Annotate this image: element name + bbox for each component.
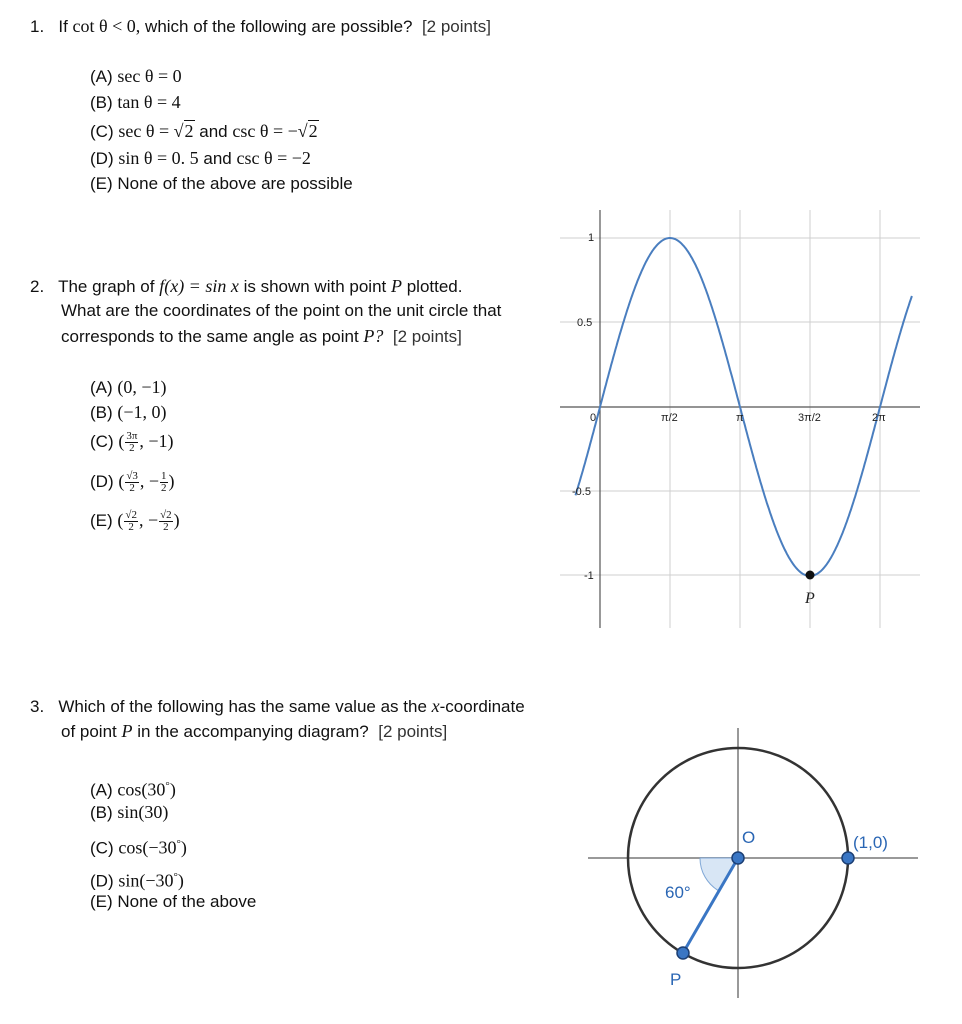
- q3-option-d-math: sin(−30: [118, 870, 174, 891]
- q3-option-b-math: sin(30): [117, 802, 169, 822]
- q1-option-d-math2: csc θ = −2: [236, 148, 311, 168]
- q3-line2-pre: of point: [61, 722, 117, 741]
- q3-line2-post: in the accompanying diagram?: [137, 722, 369, 741]
- x-tick-pi: π: [736, 412, 744, 424]
- q1-number: 1.: [30, 17, 45, 36]
- q1-option-e: [90, 173, 353, 195]
- q2-option-c-den: 2: [129, 442, 135, 455]
- q3-option-c: (C) cos(−30°): [90, 837, 187, 858]
- q2-option-e-num2: √2: [160, 509, 172, 522]
- q1-option-a-label: (A): [90, 67, 113, 86]
- q1-points: [2 points]: [421, 17, 491, 36]
- q2-option-e-den2: 2: [163, 521, 169, 534]
- q2-prompt-line1: [30, 275, 462, 298]
- q2-option-a-math: (0, −1): [117, 377, 167, 397]
- q1-option-d-math1: sin θ = 0. 5: [118, 148, 199, 168]
- q1-option-d-and: and: [203, 149, 232, 168]
- q3-option-a-math: cos(30: [117, 779, 166, 800]
- q2-line1-p: P: [390, 276, 402, 296]
- q2-option-b: [90, 401, 167, 424]
- q3-option-c-math: cos(−30: [118, 837, 177, 858]
- q3-option-c-deg: °: [176, 838, 181, 850]
- q2-line3-p: P?: [363, 326, 384, 346]
- q1-prompt-post: which of the following are possible?: [145, 17, 413, 36]
- q3-prompt-line1: [30, 695, 525, 718]
- q3-line1: Which of the following has the same value as the: [58, 697, 427, 716]
- q3-line1-math: x: [431, 696, 440, 716]
- q2-option-d: (D) ( $\frac{√3}{2}$ , − $\frac{1}{2}$ ): [90, 470, 175, 495]
- q3-option-c-label: (C): [90, 838, 114, 858]
- q1-option-c-radicand1: 2: [184, 121, 194, 141]
- q3-line2-p: P: [121, 721, 133, 741]
- q2-points: [2 points]: [392, 327, 462, 346]
- x-tick-2pi: 2π: [872, 412, 886, 424]
- uc-origin-point: [732, 852, 744, 864]
- uc-angle-label: 60°: [665, 883, 691, 902]
- q1-option-a: [90, 65, 182, 88]
- q3-points: [2 points]: [378, 722, 448, 741]
- uc-point-1-0: [842, 852, 854, 864]
- q3-option-d-deg: °: [173, 871, 178, 883]
- q2-option-c-num: 3π: [126, 430, 138, 443]
- x-tick-0: 0: [590, 412, 597, 424]
- q2-option-c-label: (C): [90, 432, 114, 451]
- q2-option-d-num1: √3: [126, 470, 138, 483]
- q2-option-c-rest: , −1): [139, 431, 174, 451]
- q1-option-e-text: None of the above are possible: [117, 174, 353, 193]
- q3-option-a: (A) cos(30°): [90, 779, 176, 800]
- q2-prompt-line2: What are the coordinates of the point on the unit circle that: [61, 301, 502, 320]
- q1-option-e-label: (E): [90, 174, 113, 193]
- q2-line1-pre: The graph of: [58, 277, 155, 296]
- q3-option-e-text: None of the above: [117, 892, 257, 911]
- uc-origin-label: O: [742, 828, 756, 847]
- q3-option-d-label: (D): [90, 871, 114, 891]
- q1-option-c-radicand2: 2: [308, 121, 318, 141]
- q3-option-a-label: (A): [90, 780, 113, 800]
- q3-line1-post: -coordinate: [439, 697, 525, 716]
- q1-prompt-math: cot θ < 0,: [72, 16, 141, 36]
- q3-option-e-label: (E): [90, 892, 113, 911]
- sine-point-p: [806, 571, 815, 580]
- q1-prompt-pre: If: [58, 17, 68, 36]
- q1-option-b: [90, 91, 181, 114]
- x-tick-pi-over-2: π/2: [661, 412, 678, 424]
- q2-option-c: (C) ( $\frac{3\pi}{2}$ , −1): [90, 430, 174, 455]
- q1-prompt: [30, 15, 491, 38]
- q2-line1-mid: is shown with point: [243, 277, 387, 296]
- q1-option-d: [90, 147, 311, 170]
- q1-option-c: (C) sec θ = √2 and csc θ = −√2: [90, 121, 318, 141]
- y-tick-neg-1: -1: [584, 570, 594, 582]
- y-tick-1: 1: [588, 232, 595, 244]
- q2-option-b-math: (−1, 0): [117, 402, 167, 422]
- sine-graph: [555, 205, 935, 635]
- y-tick-0-5: 0.5: [577, 317, 593, 329]
- q2-option-a: [90, 376, 167, 399]
- q2-option-d-label: (D): [90, 472, 114, 491]
- q3-option-d: (D) sin(−30°): [90, 870, 184, 891]
- q3-option-e: [90, 891, 256, 913]
- q3-option-b-label: (B): [90, 803, 113, 822]
- q2-option-e: (E) ( $\frac{√2}{2}$ , − $\frac{√2}{2}$ ): [90, 509, 180, 534]
- q3-option-a-deg: °: [165, 780, 170, 792]
- q1-option-d-label: (D): [90, 149, 114, 168]
- uc-point-p: [677, 947, 689, 959]
- q2-line3-pre: corresponds to the same angle as point: [61, 327, 359, 346]
- q1-option-c-math1: sec θ =: [118, 121, 174, 141]
- sine-point-p-label: P: [805, 590, 815, 607]
- q2-prompt-line3: [61, 325, 462, 348]
- q2-option-b-label: (B): [90, 403, 113, 422]
- q2-option-e-num1: √2: [125, 509, 137, 522]
- uc-point-1-0-label: (1,0): [853, 833, 888, 852]
- q1-option-a-math: sec θ = 0: [117, 66, 182, 86]
- uc-angle-wedge: [700, 858, 738, 891]
- q2-option-d-den2: 2: [161, 482, 167, 495]
- q2-line1-post: plotted.: [406, 277, 463, 296]
- q2-option-e-label: (E): [90, 511, 113, 530]
- y-tick-neg-0-5: -0.5: [572, 486, 591, 498]
- q2-option-a-label: (A): [90, 378, 113, 397]
- q2-option-d-den1: 2: [129, 482, 135, 495]
- q2-option-e-den1: 2: [128, 521, 134, 534]
- q1-option-b-label: (B): [90, 93, 113, 112]
- q2-number: 2.: [30, 277, 45, 296]
- q3-prompt-line2: [61, 720, 447, 743]
- q2-option-d-num2: 1: [161, 470, 167, 483]
- q1-option-c-label: (C): [90, 122, 114, 141]
- unit-circle-diagram: [580, 720, 930, 1010]
- q1-option-c-and: and: [199, 122, 228, 141]
- q1-option-b-math: tan θ = 4: [117, 92, 181, 112]
- q2-line1-math: f(x) = sin x: [159, 276, 239, 296]
- q3-option-b: [90, 801, 168, 824]
- x-tick-3pi-over-2: 3π/2: [798, 412, 821, 424]
- q3-number: 3.: [30, 697, 45, 716]
- q1-option-c-math2: csc θ = −: [232, 121, 298, 141]
- uc-point-p-label: P: [670, 970, 682, 989]
